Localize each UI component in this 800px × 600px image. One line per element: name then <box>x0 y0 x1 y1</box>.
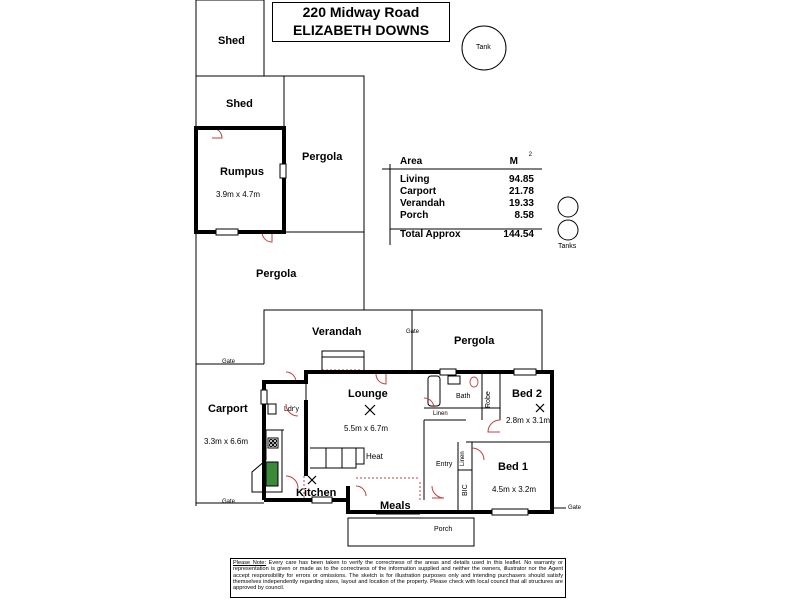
area-row <box>400 210 540 222</box>
label-verandah: Verandah <box>312 326 362 338</box>
fan-lounge <box>365 405 375 415</box>
window-rumpus-right <box>280 164 286 178</box>
fan-kitchen <box>308 476 316 484</box>
label-bed1-dims: 4.5m x 3.2m <box>492 485 537 494</box>
door-entry <box>432 486 444 498</box>
label-heat: Heat <box>366 452 383 461</box>
label-pergola-mid: Pergola <box>256 268 297 280</box>
area-row-value: 21.78 <box>508 186 534 197</box>
fan-bed2 <box>536 404 544 412</box>
label-shed-top: Shed <box>218 35 245 47</box>
area-total-label: Total Approx <box>400 229 461 240</box>
address-line2: ELIZABETH DOWNS <box>292 22 430 38</box>
label-gate-3: Gate <box>222 499 236 505</box>
laundry-trough <box>268 404 276 414</box>
label-kitchen: Kitchen <box>296 487 337 499</box>
stove-burner-1 <box>270 440 273 443</box>
label-meals: Meals <box>380 500 411 512</box>
label-robe: Robe <box>485 391 492 408</box>
label-pergola-right: Pergola <box>302 151 343 163</box>
tank-circle-1 <box>558 197 578 217</box>
bathtub <box>428 376 440 406</box>
rumpus-walls <box>196 128 284 232</box>
label-lounge: Lounge <box>348 388 388 400</box>
stove-burner-4 <box>274 444 277 447</box>
area-row-label: Verandah <box>400 198 446 209</box>
door-verandah-lounge <box>376 374 386 384</box>
disclaimer-title: Please Note: <box>233 560 267 566</box>
area-row-value: 19.33 <box>508 198 534 209</box>
label-carport-dims: 3.3m x 6.6m <box>204 437 249 446</box>
label-entry: Entry <box>436 461 453 468</box>
window-laundry <box>261 390 267 404</box>
label-carport: Carport <box>208 403 248 415</box>
area-table-header <box>400 152 540 168</box>
area-total-value: 144.54 <box>503 229 534 240</box>
heater <box>356 448 364 464</box>
area-header-label: Area <box>400 156 423 167</box>
label-tank: Tank <box>476 44 491 51</box>
door-meals <box>356 486 366 496</box>
tank-circle-2 <box>558 220 578 240</box>
stove <box>268 438 278 448</box>
area-row-label: Living <box>400 174 430 185</box>
window-bath-top <box>440 369 456 375</box>
door-bed1 <box>472 448 484 460</box>
area-header-sup: 2 <box>528 152 532 158</box>
area-row <box>400 174 540 186</box>
house-walls-left <box>264 372 412 500</box>
window-bed1-bottom <box>492 509 528 515</box>
label-bed1: Bed 1 <box>498 461 528 473</box>
disclaimer-note <box>230 558 566 598</box>
porch-outline <box>348 518 474 546</box>
area-row <box>400 186 540 198</box>
label-linen2: Linen <box>460 451 466 466</box>
label-tanks: Tanks <box>558 243 577 250</box>
area-row-value: 8.58 <box>514 210 534 221</box>
label-rumpus: Rumpus <box>220 166 264 178</box>
label-bath: Bath <box>456 393 471 400</box>
label-laundry: Ldr'y <box>284 406 299 413</box>
label-bic: BIC <box>462 484 469 496</box>
disclaimer-body: Every care has been taken to verify the correctness of the areas and details used in this leaflet. No warranty or representation is given or made as to the correctness of the information supplied and neither the owners, illustrator nor the Agent accept responsibility for errors or omissions. The sketch is for illustration purposes only and intending purchasers should satisfy themselves independently regarding sizes, layout and location of the property. Please check with local council that all structures are approved by council. <box>233 560 563 592</box>
label-porch: Porch <box>434 526 453 533</box>
kitchen-sink <box>266 462 278 486</box>
label-linen1: Linen <box>433 411 448 417</box>
label-bed2-dims: 2.8m x 3.1m <box>506 416 551 425</box>
label-rumpus-dims: 3.9m x 4.7m <box>216 190 261 199</box>
label-gate-1: Gate <box>222 359 236 365</box>
area-total-row <box>400 229 540 241</box>
window-rumpus-bottom <box>216 229 238 235</box>
lounge-bench <box>310 448 356 468</box>
window-bed2-top <box>514 369 536 375</box>
area-row-value: 94.85 <box>508 174 534 185</box>
address-line1: 220 Midway Road <box>302 4 420 20</box>
verandah-outline <box>264 310 542 370</box>
door-bed2 <box>488 420 500 432</box>
label-gate-2: Gate <box>406 329 420 335</box>
label-bed2: Bed 2 <box>512 388 542 400</box>
window-lounge-top <box>322 351 364 357</box>
area-header-unit: M <box>509 156 518 167</box>
label-pergola-house: Pergola <box>454 335 495 347</box>
label-gate-4: Gate <box>568 505 582 511</box>
label-shed-mid: Shed <box>226 98 253 110</box>
address-box <box>272 2 450 42</box>
vanity <box>448 376 460 384</box>
area-row <box>400 198 540 210</box>
stove-burner-2 <box>274 440 277 443</box>
area-row-label: Carport <box>400 186 437 197</box>
area-row-label: Porch <box>400 210 429 221</box>
stove-burner-3 <box>270 444 273 447</box>
label-lounge-dims: 5.5m x 6.7m <box>344 424 389 433</box>
toilet <box>470 377 478 387</box>
